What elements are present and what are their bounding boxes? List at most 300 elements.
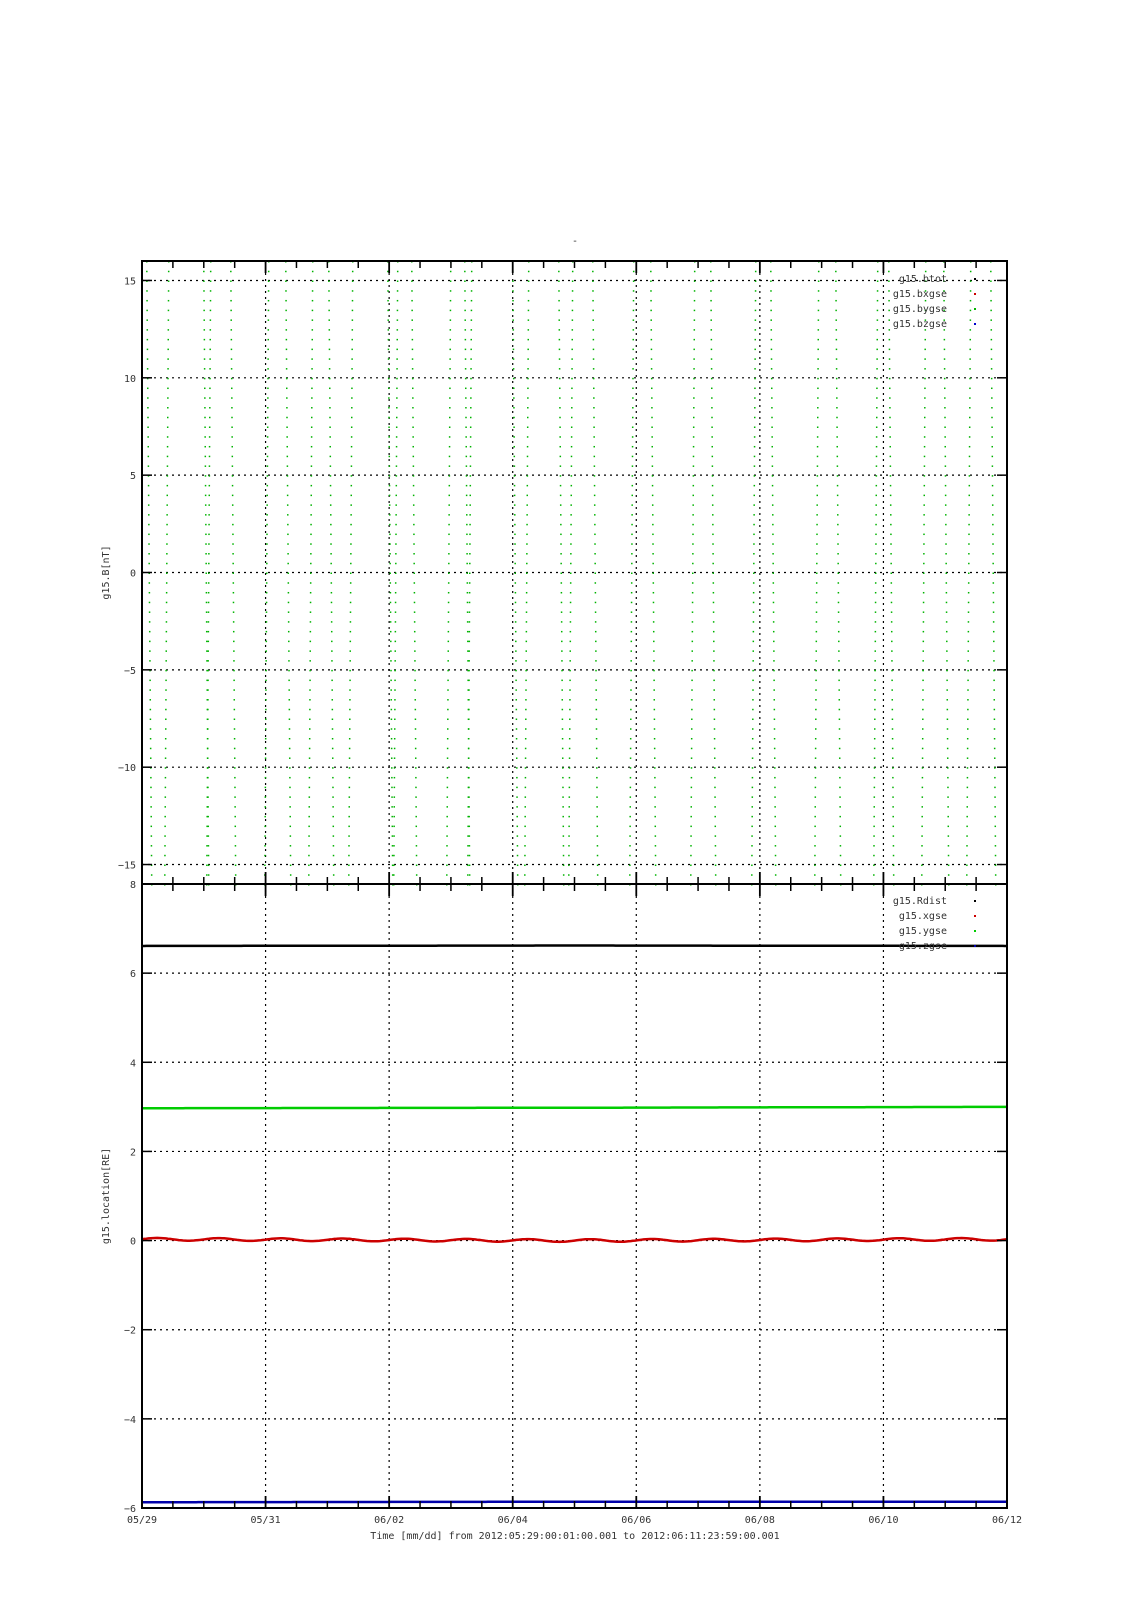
data-point: [968, 611, 970, 613]
data-point: [569, 680, 571, 682]
data-point: [948, 845, 950, 847]
data-point: [150, 806, 152, 808]
data-point: [167, 485, 169, 487]
data-point: [413, 563, 415, 565]
y-tick-label: −10: [118, 763, 136, 774]
data-point: [412, 368, 414, 370]
x-tick-label: 06/10: [868, 1515, 898, 1526]
data-point: [233, 602, 235, 604]
data-point: [632, 407, 634, 409]
data-point: [631, 631, 633, 633]
data-point: [331, 641, 333, 643]
data-point: [206, 592, 208, 594]
data-point: [286, 397, 288, 399]
data-point: [877, 300, 879, 302]
data-point: [204, 378, 206, 380]
data-point: [559, 368, 561, 370]
data-point: [232, 504, 234, 506]
data-point: [526, 524, 528, 526]
data-point: [527, 417, 529, 419]
data-point: [513, 426, 515, 428]
data-point: [560, 524, 562, 526]
data-point: [233, 621, 235, 623]
data-point: [414, 641, 416, 643]
data-point: [815, 787, 817, 789]
data-point: [838, 582, 840, 584]
data-point: [396, 436, 398, 438]
data-point: [771, 446, 773, 448]
data-point: [691, 738, 693, 740]
data-point: [310, 641, 312, 643]
data-point: [714, 748, 716, 750]
data-point: [561, 621, 563, 623]
data-point: [597, 835, 599, 837]
data-point: [570, 543, 572, 545]
data-point: [893, 835, 895, 837]
data-point: [877, 339, 879, 341]
data-point: [311, 446, 313, 448]
data-point: [447, 689, 449, 691]
data-point: [839, 796, 841, 798]
data-point: [817, 446, 819, 448]
data-point: [469, 631, 471, 633]
data-point: [265, 719, 267, 721]
data-point: [165, 689, 167, 691]
data-point: [205, 456, 207, 458]
data-point: [835, 300, 837, 302]
data-point: [710, 300, 712, 302]
data-point: [516, 719, 518, 721]
data-point: [514, 504, 516, 506]
data-point: [514, 534, 516, 536]
data-point: [351, 368, 353, 370]
data-point: [413, 534, 415, 536]
data-point: [330, 553, 332, 555]
data-point: [650, 319, 652, 321]
data-point: [466, 553, 468, 555]
data-point: [465, 329, 467, 331]
data-point: [348, 855, 350, 857]
data-point: [875, 534, 877, 536]
data-point: [711, 339, 713, 341]
data-point: [204, 397, 206, 399]
data-point: [164, 835, 166, 837]
data-point: [838, 670, 840, 672]
data-point: [515, 650, 517, 652]
data-point: [633, 300, 635, 302]
data-point: [559, 388, 561, 390]
data-point: [593, 378, 595, 380]
data-point: [265, 806, 267, 808]
data-point: [838, 641, 840, 643]
data-point: [146, 271, 148, 273]
data-point: [470, 426, 472, 428]
data-point: [464, 290, 466, 292]
data-point: [753, 514, 755, 516]
data-point: [165, 670, 167, 672]
data-point: [654, 777, 656, 779]
data-point: [150, 787, 152, 789]
data-point: [710, 271, 712, 273]
data-point: [349, 709, 351, 711]
data-point: [308, 826, 310, 828]
data-point: [412, 426, 414, 428]
data-point: [513, 358, 515, 360]
data-point: [513, 368, 515, 370]
data-point: [414, 573, 416, 575]
data-point: [562, 796, 564, 798]
data-point: [714, 777, 716, 779]
data-point: [753, 543, 755, 545]
data-point: [311, 407, 313, 409]
data-point: [396, 388, 398, 390]
data-point: [715, 874, 717, 876]
data-point: [352, 300, 354, 302]
y-tick-label: 15: [124, 276, 136, 287]
data-point: [350, 504, 352, 506]
data-point: [969, 446, 971, 448]
data-point: [874, 796, 876, 798]
data-point: [208, 611, 210, 613]
data-point: [286, 417, 288, 419]
data-point: [631, 592, 633, 594]
data-point: [208, 524, 210, 526]
data-point: [527, 456, 529, 458]
data-point: [329, 349, 331, 351]
data-point: [526, 611, 528, 613]
data-point: [389, 524, 391, 526]
data-point: [560, 514, 562, 516]
data-point: [471, 280, 473, 282]
data-point: [388, 407, 390, 409]
data-point: [290, 865, 292, 867]
data-point: [839, 787, 841, 789]
data-point: [206, 650, 208, 652]
data-point: [514, 495, 516, 497]
data-point: [753, 611, 755, 613]
data-point: [232, 495, 234, 497]
data-point: [230, 280, 232, 282]
data-point: [525, 767, 527, 769]
data-point: [993, 641, 995, 643]
data-point: [816, 631, 818, 633]
data-point: [332, 728, 334, 730]
data-point: [772, 534, 774, 536]
data-point: [446, 845, 448, 847]
data-point: [753, 563, 755, 565]
data-point: [993, 660, 995, 662]
data-point: [631, 621, 633, 623]
data-point: [449, 417, 451, 419]
data-point: [230, 310, 232, 312]
data-point: [994, 728, 996, 730]
data-point: [594, 553, 596, 555]
data-point: [753, 534, 755, 536]
data-point: [290, 845, 292, 847]
data-point: [449, 407, 451, 409]
data-point: [891, 592, 893, 594]
data-point: [753, 524, 755, 526]
data-point: [467, 845, 469, 847]
data-point: [166, 553, 168, 555]
data-point: [231, 407, 233, 409]
data-point: [447, 699, 449, 701]
data-point: [394, 748, 396, 750]
data-point: [204, 368, 206, 370]
data-point: [593, 436, 595, 438]
data-point: [449, 475, 451, 477]
data-point: [632, 397, 634, 399]
data-point: [995, 845, 997, 847]
legend-marker: [974, 293, 976, 295]
data-point: [691, 748, 693, 750]
data-point: [414, 670, 416, 672]
data-point: [349, 777, 351, 779]
data-point: [310, 563, 312, 565]
data-point: [944, 388, 946, 390]
data-point: [651, 378, 653, 380]
data-point: [394, 787, 396, 789]
data-point: [525, 806, 527, 808]
data-point: [752, 806, 754, 808]
data-point: [563, 835, 565, 837]
data-point: [465, 407, 467, 409]
data-point: [592, 319, 594, 321]
data-point: [752, 796, 754, 798]
data-point: [561, 582, 563, 584]
data-point: [416, 865, 418, 867]
data-point: [267, 378, 269, 380]
data-point: [392, 865, 394, 867]
data-point: [205, 524, 207, 526]
data-point: [449, 358, 451, 360]
data-point: [632, 446, 634, 448]
data-point: [230, 290, 232, 292]
data-point: [147, 426, 149, 428]
data-point: [149, 631, 151, 633]
data-point: [388, 417, 390, 419]
data-point: [413, 504, 415, 506]
data-point: [309, 806, 311, 808]
data-point: [558, 310, 560, 312]
legend-label: g15.bzgse: [893, 319, 947, 330]
data-point: [349, 738, 351, 740]
data-point: [311, 436, 313, 438]
data-point: [694, 339, 696, 341]
data-point: [838, 573, 840, 575]
data-point: [994, 767, 996, 769]
data-point: [234, 719, 236, 721]
data-point: [877, 319, 879, 321]
data-point: [514, 553, 516, 555]
data-point: [924, 378, 926, 380]
data-point: [349, 728, 351, 730]
data-point: [266, 641, 268, 643]
data-point: [208, 602, 210, 604]
data-point: [527, 475, 529, 477]
data-point: [448, 504, 450, 506]
data-point: [412, 407, 414, 409]
data-point: [946, 602, 948, 604]
data-point: [265, 757, 267, 759]
data-point: [387, 300, 389, 302]
data-point: [308, 835, 310, 837]
data-point: [892, 777, 894, 779]
x-axis-label: Time [mm/dd] from 2012:05:29:00:01:00.001 to 2012:06:11:23:59:00.001: [370, 1531, 779, 1542]
data-point: [571, 436, 573, 438]
data-point: [232, 524, 234, 526]
data-point: [527, 388, 529, 390]
data-point: [207, 660, 209, 662]
data-point: [892, 816, 894, 818]
data-point: [332, 816, 334, 818]
data-point: [652, 514, 654, 516]
data-point: [990, 271, 992, 273]
data-point: [967, 757, 969, 759]
data-point: [469, 845, 471, 847]
data-point: [836, 329, 838, 331]
data-point: [570, 504, 572, 506]
data-point: [231, 426, 233, 428]
data-point: [690, 845, 692, 847]
data-point: [945, 456, 947, 458]
data-point: [892, 796, 894, 798]
data-point: [414, 660, 416, 662]
data-point: [265, 699, 267, 701]
data-point: [569, 670, 571, 672]
data-point: [693, 417, 695, 419]
data-point: [571, 446, 573, 448]
data-point: [351, 446, 353, 448]
data-point: [890, 504, 892, 506]
data-point: [693, 485, 695, 487]
data-point: [235, 835, 237, 837]
data-point: [592, 310, 594, 312]
data-point: [516, 816, 518, 818]
data-point: [595, 670, 597, 672]
data-point: [516, 806, 518, 808]
data-point: [207, 689, 209, 691]
data-point: [351, 426, 353, 428]
data-point: [652, 495, 654, 497]
data-point: [891, 582, 893, 584]
data-point: [308, 845, 310, 847]
data-point: [772, 465, 774, 467]
data-point: [835, 319, 837, 321]
data-point: [147, 388, 149, 390]
data-point: [572, 290, 574, 292]
data-point: [265, 787, 267, 789]
data-point: [632, 378, 634, 380]
data-point: [772, 475, 774, 477]
data-point: [714, 796, 716, 798]
data-point: [330, 543, 332, 545]
data-point: [992, 485, 994, 487]
data-point: [389, 456, 391, 458]
data-point: [754, 388, 756, 390]
data-point: [569, 719, 571, 721]
data-point: [877, 280, 879, 282]
data-point: [266, 650, 268, 652]
data-point: [946, 689, 948, 691]
data-point: [164, 865, 166, 867]
data-point: [597, 874, 599, 876]
data-point: [651, 358, 653, 360]
data-point: [991, 388, 993, 390]
data-point: [148, 514, 150, 516]
data-point: [692, 543, 694, 545]
data-point: [396, 465, 398, 467]
data-point: [654, 816, 656, 818]
data-point: [204, 388, 206, 390]
data-point: [395, 543, 397, 545]
data-point: [714, 738, 716, 740]
data-point: [330, 465, 332, 467]
data-point: [525, 709, 527, 711]
data-point: [526, 543, 528, 545]
data-point: [593, 417, 595, 419]
data-point: [208, 573, 210, 575]
data-point: [967, 796, 969, 798]
data-point: [752, 699, 754, 701]
data-point: [233, 680, 235, 682]
data-point: [569, 757, 571, 759]
data-point: [814, 855, 816, 857]
data-point: [516, 796, 518, 798]
data-point: [151, 835, 153, 837]
data-point: [970, 319, 972, 321]
data-point: [515, 641, 517, 643]
data-point: [332, 757, 334, 759]
data-point: [818, 310, 820, 312]
data-point: [876, 388, 878, 390]
data-point: [468, 709, 470, 711]
data-point: [310, 602, 312, 604]
data-point: [970, 300, 972, 302]
data-point: [448, 582, 450, 584]
data-point: [527, 378, 529, 380]
data-point: [713, 660, 715, 662]
data-point: [837, 485, 839, 487]
data-point: [329, 358, 331, 360]
data-point: [449, 426, 451, 428]
data-point: [632, 465, 634, 467]
data-point: [923, 592, 925, 594]
data-point: [630, 728, 632, 730]
data-point: [654, 709, 656, 711]
data-point: [691, 709, 693, 711]
data-point: [773, 670, 775, 672]
data-point: [465, 339, 467, 341]
data-point: [771, 407, 773, 409]
data-point: [465, 417, 467, 419]
data-point: [947, 806, 949, 808]
data-point: [655, 855, 657, 857]
data-point: [395, 534, 397, 536]
data-point: [595, 689, 597, 691]
data-point: [991, 446, 993, 448]
data-point: [387, 310, 389, 312]
data-point: [569, 738, 571, 740]
data-point: [714, 699, 716, 701]
data-point: [969, 388, 971, 390]
series-line-g15-ygse: [142, 1107, 1007, 1108]
data-point: [632, 417, 634, 419]
data-point: [691, 767, 693, 769]
data-point: [448, 650, 450, 652]
data-point: [921, 826, 923, 828]
data-point: [265, 670, 267, 672]
